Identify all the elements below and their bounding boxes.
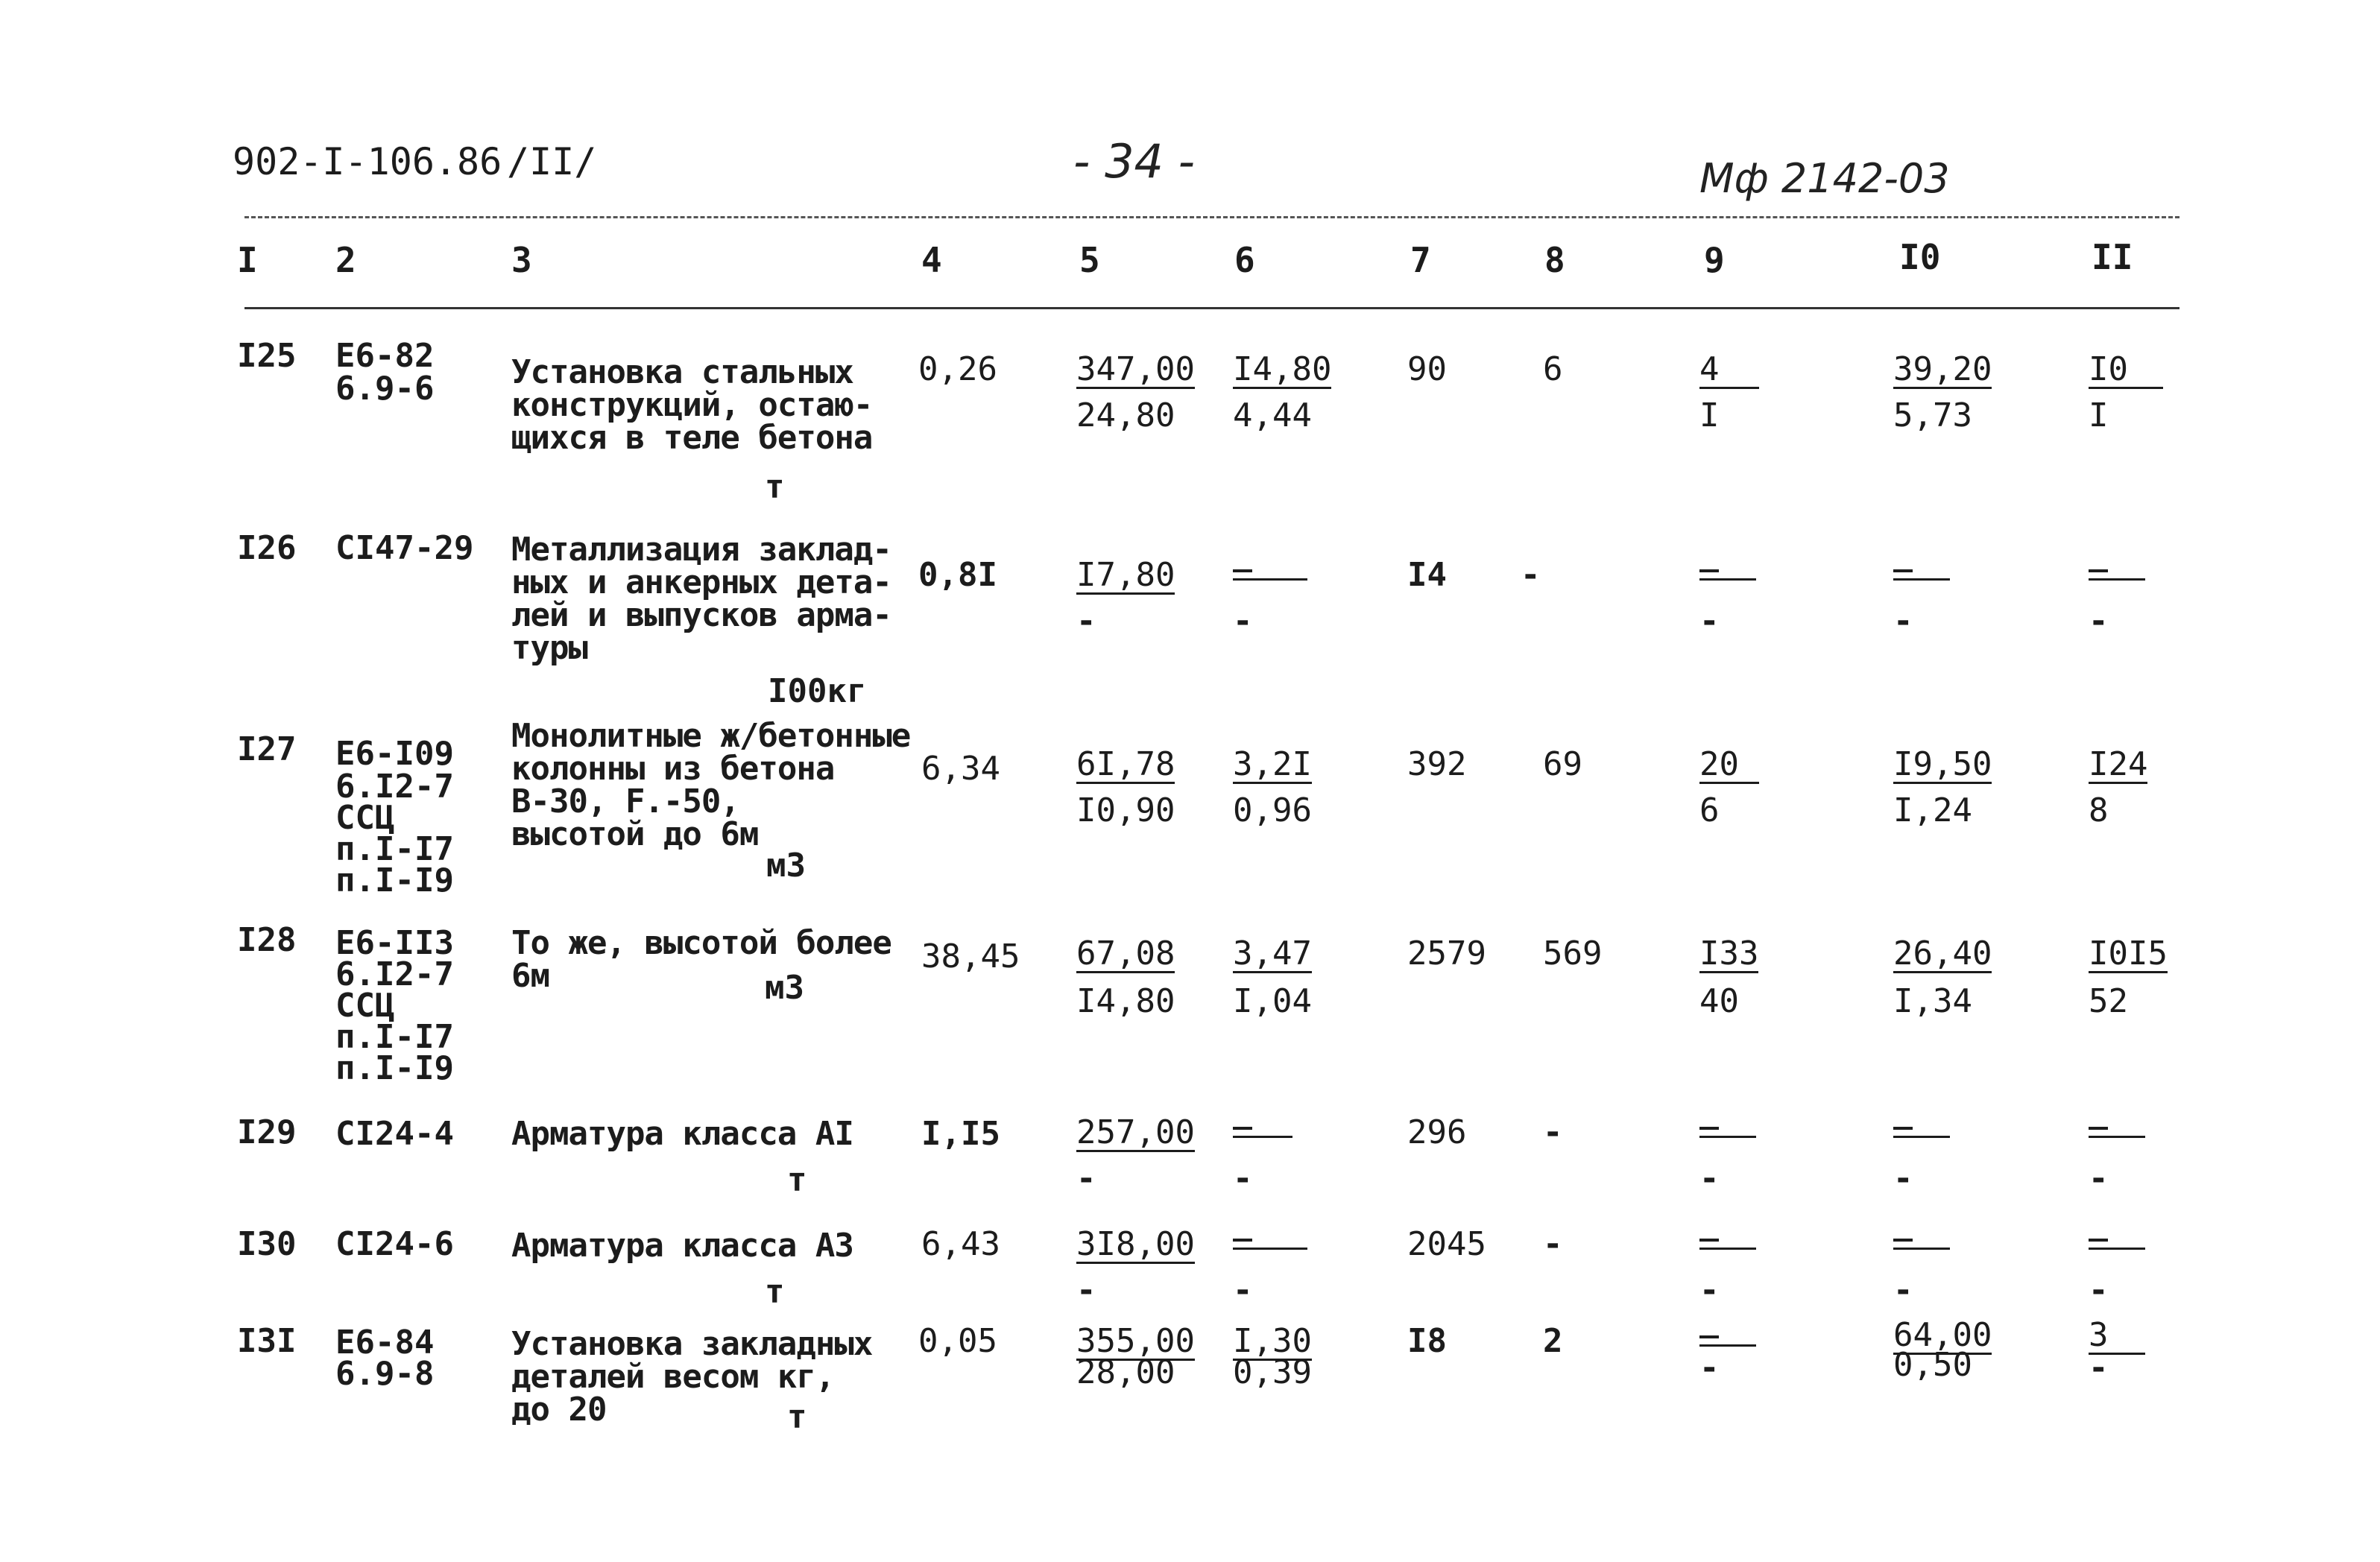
work-description: ных и анкерных дета- — [511, 563, 891, 601]
labor-cost-top — [1233, 1116, 1292, 1138]
col10-bottom: - — [1893, 602, 1913, 640]
resource-code: Е6-84 — [335, 1324, 435, 1362]
labor-cost-bottom: - — [1233, 1271, 1253, 1309]
quantity: 0,8I — [918, 556, 997, 594]
work-description: туры — [511, 629, 587, 667]
col-header-1: I — [237, 240, 258, 280]
col-header-8: 8 — [1544, 240, 1565, 280]
header-rule — [244, 307, 2179, 309]
col9-top: I33 — [1699, 935, 1759, 973]
row-number: I3I — [237, 1322, 297, 1360]
row-number: I30 — [237, 1225, 297, 1263]
total-cost: 392 — [1407, 745, 1467, 783]
work-description: Арматура класса А3 — [511, 1227, 853, 1265]
resource-code: п.I-I7 — [335, 830, 454, 868]
labor-cost-top: I,30 — [1233, 1322, 1312, 1360]
col11-top: I0 — [2089, 353, 2163, 389]
col11-top — [2089, 1228, 2145, 1250]
total-labor: 6 — [1543, 350, 1563, 388]
work-description: В-30, F.-50, — [511, 782, 739, 820]
resource-code: Е6-82 — [335, 337, 435, 375]
quantity: 38,45 — [921, 937, 1020, 976]
resource-code: Е6-I09 — [335, 735, 454, 773]
col11-bottom: - — [2089, 602, 2109, 640]
col10-bottom: - — [1893, 1160, 1913, 1198]
col9-top — [1699, 1228, 1756, 1250]
col11-top: I24 — [2089, 745, 2148, 783]
page-number: - 34 - — [1073, 134, 1196, 189]
document-code: 902-I-106.86 — [233, 140, 502, 183]
col9-bottom: I — [1699, 396, 1720, 434]
col9-bottom: - — [1699, 1271, 1720, 1309]
col11-bottom: - — [2089, 1160, 2109, 1198]
col10-top: 39,20 — [1893, 350, 1992, 388]
work-description: Установка закладных — [511, 1325, 873, 1363]
row-number: I25 — [237, 337, 297, 375]
volume-number: /II/ — [507, 140, 597, 183]
unit-cost-top: 257,00 — [1076, 1113, 1195, 1151]
unit-cost-top: 6I,78 — [1076, 745, 1175, 783]
col10-bottom: I,24 — [1893, 791, 1972, 829]
col11-top: 3 — [2089, 1319, 2145, 1355]
work-description: высотой до 6м — [511, 815, 759, 853]
col-header-9: 9 — [1704, 240, 1725, 280]
col-header-2: 2 — [335, 240, 356, 280]
col-header-7: 7 — [1410, 240, 1431, 280]
col9-bottom: 40 — [1699, 982, 1739, 1020]
work-description: деталей весом кг, — [511, 1358, 835, 1396]
quantity: 0,26 — [918, 350, 997, 388]
work-description: конструкций, остаю- — [511, 386, 873, 424]
total-cost: 296 — [1407, 1113, 1467, 1151]
col9-bottom: - — [1699, 1349, 1720, 1387]
total-labor: - — [1521, 556, 1541, 594]
col11-top — [2089, 559, 2145, 581]
col11-top — [2089, 1116, 2145, 1138]
total-cost: 90 — [1407, 350, 1447, 388]
unit-cost-bottom: - — [1076, 1271, 1096, 1309]
col9-bottom: 6 — [1699, 791, 1720, 829]
col9-top: 20 — [1699, 748, 1759, 784]
total-labor: 2 — [1543, 1322, 1563, 1360]
col11-bottom: - — [2089, 1271, 2109, 1309]
col-header-4: 4 — [921, 240, 942, 280]
col9-bottom: - — [1699, 602, 1720, 640]
resource-code: п.I-I7 — [335, 1018, 454, 1056]
work-description: колонны из бетона — [511, 750, 835, 788]
work-description: лей и выпусков арма- — [511, 596, 891, 634]
quantity: I,I5 — [921, 1115, 1000, 1153]
total-cost: I8 — [1407, 1322, 1447, 1360]
work-description: до 20 — [511, 1391, 607, 1429]
col9-bottom: - — [1699, 1160, 1720, 1198]
row-number: I26 — [237, 529, 297, 567]
unit-cost-top: 67,08 — [1076, 935, 1175, 973]
col-header-6: 6 — [1234, 240, 1255, 280]
resource-code: СI24-6 — [335, 1225, 454, 1263]
row-number: I28 — [237, 921, 297, 959]
labor-cost-top: 3,47 — [1233, 935, 1312, 973]
work-description: щихся в теле бетона — [511, 419, 873, 457]
resource-code: Е6-II3 — [335, 924, 454, 962]
col10-bottom: 5,73 — [1893, 396, 1972, 434]
unit-cost-bottom: 28,00 — [1076, 1353, 1175, 1391]
total-labor: - — [1543, 1113, 1563, 1151]
row-number: I27 — [237, 730, 297, 768]
unit-cost-top: 347,00 — [1076, 350, 1195, 388]
total-labor: 569 — [1543, 935, 1603, 973]
resource-code: п.I-I9 — [335, 861, 454, 899]
labor-cost-bottom: 4,44 — [1233, 396, 1312, 434]
col10-top: 64,00 — [1893, 1316, 1992, 1354]
col11-top: I0I5 — [2089, 935, 2168, 973]
col9-top: 4 — [1699, 353, 1759, 389]
quantity: 6,43 — [921, 1225, 1000, 1263]
col11-bottom: 52 — [2089, 982, 2128, 1020]
col-header-5: 5 — [1079, 240, 1100, 280]
work-description: Установка стальных — [511, 353, 853, 391]
top-rule — [244, 216, 2179, 218]
total-cost: I4 — [1407, 556, 1447, 594]
unit-cost-top: I7,80 — [1076, 556, 1175, 594]
total-cost: 2579 — [1407, 935, 1486, 973]
unit-cost-bottom: I0,90 — [1076, 791, 1175, 829]
unit-cost-top: 3I8,00 — [1076, 1225, 1195, 1263]
col-header-10: I0 — [1899, 237, 1941, 277]
resource-code: СI24-4 — [335, 1115, 454, 1153]
col-header-3: 3 — [511, 240, 532, 280]
work-description: Арматура класса АI — [511, 1115, 853, 1153]
unit-cost-bottom: - — [1076, 1160, 1096, 1198]
col10-bottom: 0,50 — [1893, 1346, 1972, 1384]
labor-cost-bottom: I,04 — [1233, 982, 1312, 1020]
col10-bottom: - — [1893, 1271, 1913, 1309]
work-description: Монолитные ж/бетонные — [511, 717, 911, 755]
unit: т — [787, 1161, 807, 1199]
resource-code: п.I-I9 — [335, 1049, 454, 1087]
unit: т — [787, 1398, 807, 1436]
stamp-number: Мф 2142-03 — [1699, 155, 1950, 202]
col11-bottom: 8 — [2089, 791, 2109, 829]
resource-code: 6.9-8 — [335, 1355, 435, 1393]
unit-cost-bottom: 24,80 — [1076, 396, 1175, 434]
unit-cost-bottom: I4,80 — [1076, 982, 1175, 1020]
col9-top — [1699, 1116, 1756, 1138]
work-description: 6м — [511, 957, 549, 995]
total-labor: 69 — [1543, 745, 1582, 783]
unit: т — [765, 1273, 785, 1311]
labor-cost-bottom: - — [1233, 1160, 1253, 1198]
col10-top — [1893, 1228, 1950, 1250]
col10-top: 26,40 — [1893, 935, 1992, 973]
labor-cost-top: 3,2I — [1233, 745, 1312, 783]
labor-cost-bottom: 0,39 — [1233, 1353, 1312, 1391]
col11-bottom: - — [2089, 1349, 2109, 1387]
quantity: 6,34 — [921, 750, 1000, 788]
unit: I00кг — [768, 672, 867, 710]
unit: м3 — [765, 969, 804, 1007]
quantity: 0,05 — [918, 1322, 997, 1360]
resource-code: 6.9-6 — [335, 370, 435, 408]
col9-top — [1699, 559, 1756, 581]
col10-top — [1893, 1116, 1950, 1138]
unit: м3 — [766, 847, 806, 885]
col-header-11: II — [2092, 237, 2133, 277]
resource-code: ССЦ — [335, 987, 395, 1025]
col10-top: I9,50 — [1893, 745, 1992, 783]
unit-cost-bottom: - — [1076, 602, 1096, 640]
resource-code: СI47-29 — [335, 529, 474, 567]
resource-code: 6.I2-7 — [335, 955, 454, 993]
labor-cost-top — [1233, 559, 1307, 581]
col11-bottom: I — [2089, 396, 2109, 434]
work-description: Металлизация заклад- — [511, 531, 891, 569]
resource-code: ССЦ — [335, 799, 395, 837]
labor-cost-bottom: 0,96 — [1233, 791, 1312, 829]
labor-cost-top: I4,80 — [1233, 350, 1332, 388]
col10-top — [1893, 559, 1950, 581]
col9-top — [1699, 1325, 1756, 1347]
total-labor: - — [1543, 1225, 1563, 1263]
total-cost: 2045 — [1407, 1225, 1486, 1263]
resource-code: 6.I2-7 — [335, 768, 454, 806]
labor-cost-bottom: - — [1233, 602, 1253, 640]
work-description: То же, высотой более — [511, 924, 891, 962]
unit-cost-top: 355,00 — [1076, 1322, 1195, 1360]
col10-bottom: I,34 — [1893, 982, 1972, 1020]
labor-cost-top — [1233, 1228, 1307, 1250]
row-number: I29 — [237, 1113, 297, 1151]
unit: т — [765, 468, 785, 506]
